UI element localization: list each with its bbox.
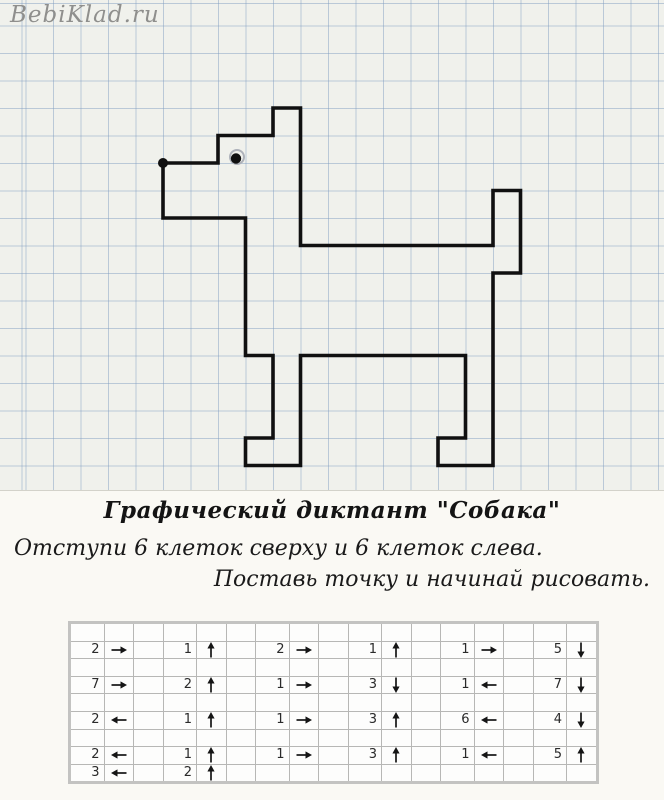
empty-cell bbox=[226, 641, 256, 659]
empty-cell bbox=[289, 659, 319, 677]
dog-outline-path bbox=[163, 108, 521, 466]
step-count: 3 bbox=[348, 676, 382, 694]
empty-cell bbox=[319, 729, 349, 747]
empty-cell bbox=[104, 623, 134, 642]
arrow-down-icon bbox=[567, 676, 598, 694]
empty-cell bbox=[134, 676, 164, 694]
watermark: BebiKlad.ru bbox=[10, 2, 160, 28]
step-count: 2 bbox=[163, 764, 197, 783]
empty-cell bbox=[256, 729, 290, 747]
empty-cell bbox=[134, 729, 164, 747]
step-count: 1 bbox=[163, 641, 197, 659]
arrow-up-icon bbox=[567, 747, 598, 765]
empty-cell bbox=[197, 659, 227, 677]
empty-cell bbox=[504, 711, 534, 729]
empty-cell bbox=[348, 764, 382, 783]
step-count: 3 bbox=[348, 711, 382, 729]
step-count: 2 bbox=[70, 641, 105, 659]
empty-cell bbox=[163, 623, 197, 642]
empty-cell bbox=[348, 729, 382, 747]
arrow-down-icon bbox=[382, 676, 412, 694]
empty-cell bbox=[474, 729, 504, 747]
arrow-down-icon bbox=[567, 711, 598, 729]
empty-cell bbox=[411, 764, 441, 783]
arrow-up-icon bbox=[197, 764, 227, 783]
arrow-right-icon bbox=[289, 641, 319, 659]
empty-cell bbox=[256, 659, 290, 677]
step-count: 5 bbox=[533, 641, 567, 659]
empty-cell bbox=[163, 659, 197, 677]
instruction-line-2: Поставь точку и начинай рисовать. bbox=[213, 567, 650, 592]
empty-cell bbox=[441, 623, 475, 642]
empty-cell bbox=[411, 641, 441, 659]
empty-cell bbox=[289, 729, 319, 747]
arrow-right-icon bbox=[289, 711, 319, 729]
step-count: 2 bbox=[70, 711, 105, 729]
empty-cell bbox=[226, 623, 256, 642]
empty-cell bbox=[289, 694, 319, 712]
empty-cell bbox=[319, 694, 349, 712]
step-count: 1 bbox=[441, 676, 475, 694]
empty-cell bbox=[197, 623, 227, 642]
empty-cell bbox=[382, 764, 412, 783]
step-count: 6 bbox=[441, 711, 475, 729]
step-count: 7 bbox=[533, 676, 567, 694]
step-count: 7 bbox=[70, 676, 105, 694]
step-count: 3 bbox=[348, 747, 382, 765]
arrow-up-icon bbox=[197, 641, 227, 659]
arrow-left-icon bbox=[474, 676, 504, 694]
arrow-up-icon bbox=[197, 747, 227, 765]
empty-cell bbox=[104, 659, 134, 677]
step-count: 1 bbox=[348, 641, 382, 659]
empty-cell bbox=[348, 623, 382, 642]
arrow-left-icon bbox=[474, 711, 504, 729]
worksheet-title: Графический диктант "Собака" bbox=[103, 497, 561, 524]
empty-cell bbox=[382, 694, 412, 712]
empty-cell bbox=[256, 764, 290, 783]
empty-cell bbox=[567, 659, 598, 677]
empty-cell bbox=[197, 729, 227, 747]
step-count: 1 bbox=[163, 711, 197, 729]
empty-cell bbox=[197, 694, 227, 712]
empty-cell bbox=[504, 747, 534, 765]
empty-cell bbox=[567, 729, 598, 747]
empty-cell bbox=[319, 764, 349, 783]
dictation-grid bbox=[68, 621, 599, 784]
empty-cell bbox=[319, 711, 349, 729]
empty-cell bbox=[504, 729, 534, 747]
empty-cell bbox=[348, 694, 382, 712]
empty-cell bbox=[474, 764, 504, 783]
empty-cell bbox=[134, 711, 164, 729]
empty-cell bbox=[163, 729, 197, 747]
empty-cell bbox=[533, 729, 567, 747]
empty-cell bbox=[134, 694, 164, 712]
arrow-left-icon bbox=[104, 764, 134, 783]
empty-cell bbox=[319, 676, 349, 694]
empty-cell bbox=[504, 694, 534, 712]
empty-cell bbox=[319, 623, 349, 642]
step-count: 5 bbox=[533, 747, 567, 765]
arrow-right-icon bbox=[289, 747, 319, 765]
empty-cell bbox=[474, 694, 504, 712]
empty-cell bbox=[533, 659, 567, 677]
empty-cell bbox=[382, 623, 412, 642]
empty-cell bbox=[474, 659, 504, 677]
arrow-right-icon bbox=[474, 641, 504, 659]
empty-cell bbox=[226, 729, 256, 747]
empty-cell bbox=[70, 623, 105, 642]
empty-cell bbox=[411, 623, 441, 642]
step-count: 1 bbox=[163, 747, 197, 765]
arrow-up-icon bbox=[382, 747, 412, 765]
empty-cell bbox=[226, 711, 256, 729]
arrow-up-icon bbox=[197, 676, 227, 694]
arrow-down-icon bbox=[567, 641, 598, 659]
empty-cell bbox=[567, 623, 598, 642]
dog-eye-icon bbox=[231, 153, 241, 163]
empty-cell bbox=[256, 623, 290, 642]
empty-cell bbox=[226, 659, 256, 677]
arrow-right-icon bbox=[104, 641, 134, 659]
step-count: 1 bbox=[256, 747, 290, 765]
empty-cell bbox=[70, 729, 105, 747]
empty-cell bbox=[504, 659, 534, 677]
empty-cell bbox=[70, 659, 105, 677]
empty-cell bbox=[163, 694, 197, 712]
empty-cell bbox=[567, 764, 598, 783]
empty-cell bbox=[289, 623, 319, 642]
empty-cell bbox=[382, 659, 412, 677]
arrow-left-icon bbox=[104, 711, 134, 729]
empty-cell bbox=[382, 729, 412, 747]
empty-cell bbox=[134, 641, 164, 659]
empty-cell bbox=[289, 764, 319, 783]
empty-cell bbox=[504, 676, 534, 694]
step-count: 1 bbox=[256, 676, 290, 694]
empty-cell bbox=[104, 694, 134, 712]
empty-cell bbox=[441, 729, 475, 747]
step-count: 1 bbox=[256, 711, 290, 729]
step-count: 3 bbox=[70, 764, 105, 783]
arrow-right-icon bbox=[104, 676, 134, 694]
empty-cell bbox=[348, 659, 382, 677]
step-count: 1 bbox=[441, 747, 475, 765]
empty-cell bbox=[411, 711, 441, 729]
empty-cell bbox=[411, 676, 441, 694]
empty-cell bbox=[567, 694, 598, 712]
empty-cell bbox=[441, 659, 475, 677]
empty-cell bbox=[226, 676, 256, 694]
empty-cell bbox=[104, 729, 134, 747]
arrow-up-icon bbox=[382, 711, 412, 729]
step-count: 2 bbox=[256, 641, 290, 659]
step-count: 2 bbox=[70, 747, 105, 765]
empty-cell bbox=[134, 747, 164, 765]
empty-cell bbox=[411, 659, 441, 677]
empty-cell bbox=[319, 659, 349, 677]
empty-cell bbox=[504, 623, 534, 642]
empty-cell bbox=[70, 694, 105, 712]
empty-cell bbox=[441, 694, 475, 712]
empty-cell bbox=[441, 764, 475, 783]
arrow-up-icon bbox=[197, 711, 227, 729]
empty-cell bbox=[474, 623, 504, 642]
empty-cell bbox=[533, 694, 567, 712]
empty-cell bbox=[319, 641, 349, 659]
empty-cell bbox=[411, 694, 441, 712]
empty-cell bbox=[504, 764, 534, 783]
arrow-left-icon bbox=[474, 747, 504, 765]
arrow-right-icon bbox=[289, 676, 319, 694]
dictation-table bbox=[68, 621, 599, 784]
empty-cell bbox=[226, 747, 256, 765]
empty-cell bbox=[319, 747, 349, 765]
empty-cell bbox=[533, 764, 567, 783]
instruction-line-1: Отступи 6 клеток сверху и 6 клеток слева. bbox=[14, 536, 543, 561]
empty-cell bbox=[411, 747, 441, 765]
empty-cell bbox=[504, 641, 534, 659]
empty-cell bbox=[134, 659, 164, 677]
empty-cell bbox=[226, 694, 256, 712]
arrow-left-icon bbox=[104, 747, 134, 765]
step-count: 2 bbox=[163, 676, 197, 694]
empty-cell bbox=[411, 729, 441, 747]
step-count: 1 bbox=[441, 641, 475, 659]
empty-cell bbox=[533, 623, 567, 642]
start-point-dot bbox=[158, 158, 168, 168]
step-count: 4 bbox=[533, 711, 567, 729]
arrow-up-icon bbox=[382, 641, 412, 659]
empty-cell bbox=[134, 764, 164, 783]
empty-cell bbox=[134, 623, 164, 642]
empty-cell bbox=[256, 694, 290, 712]
empty-cell bbox=[226, 764, 256, 783]
